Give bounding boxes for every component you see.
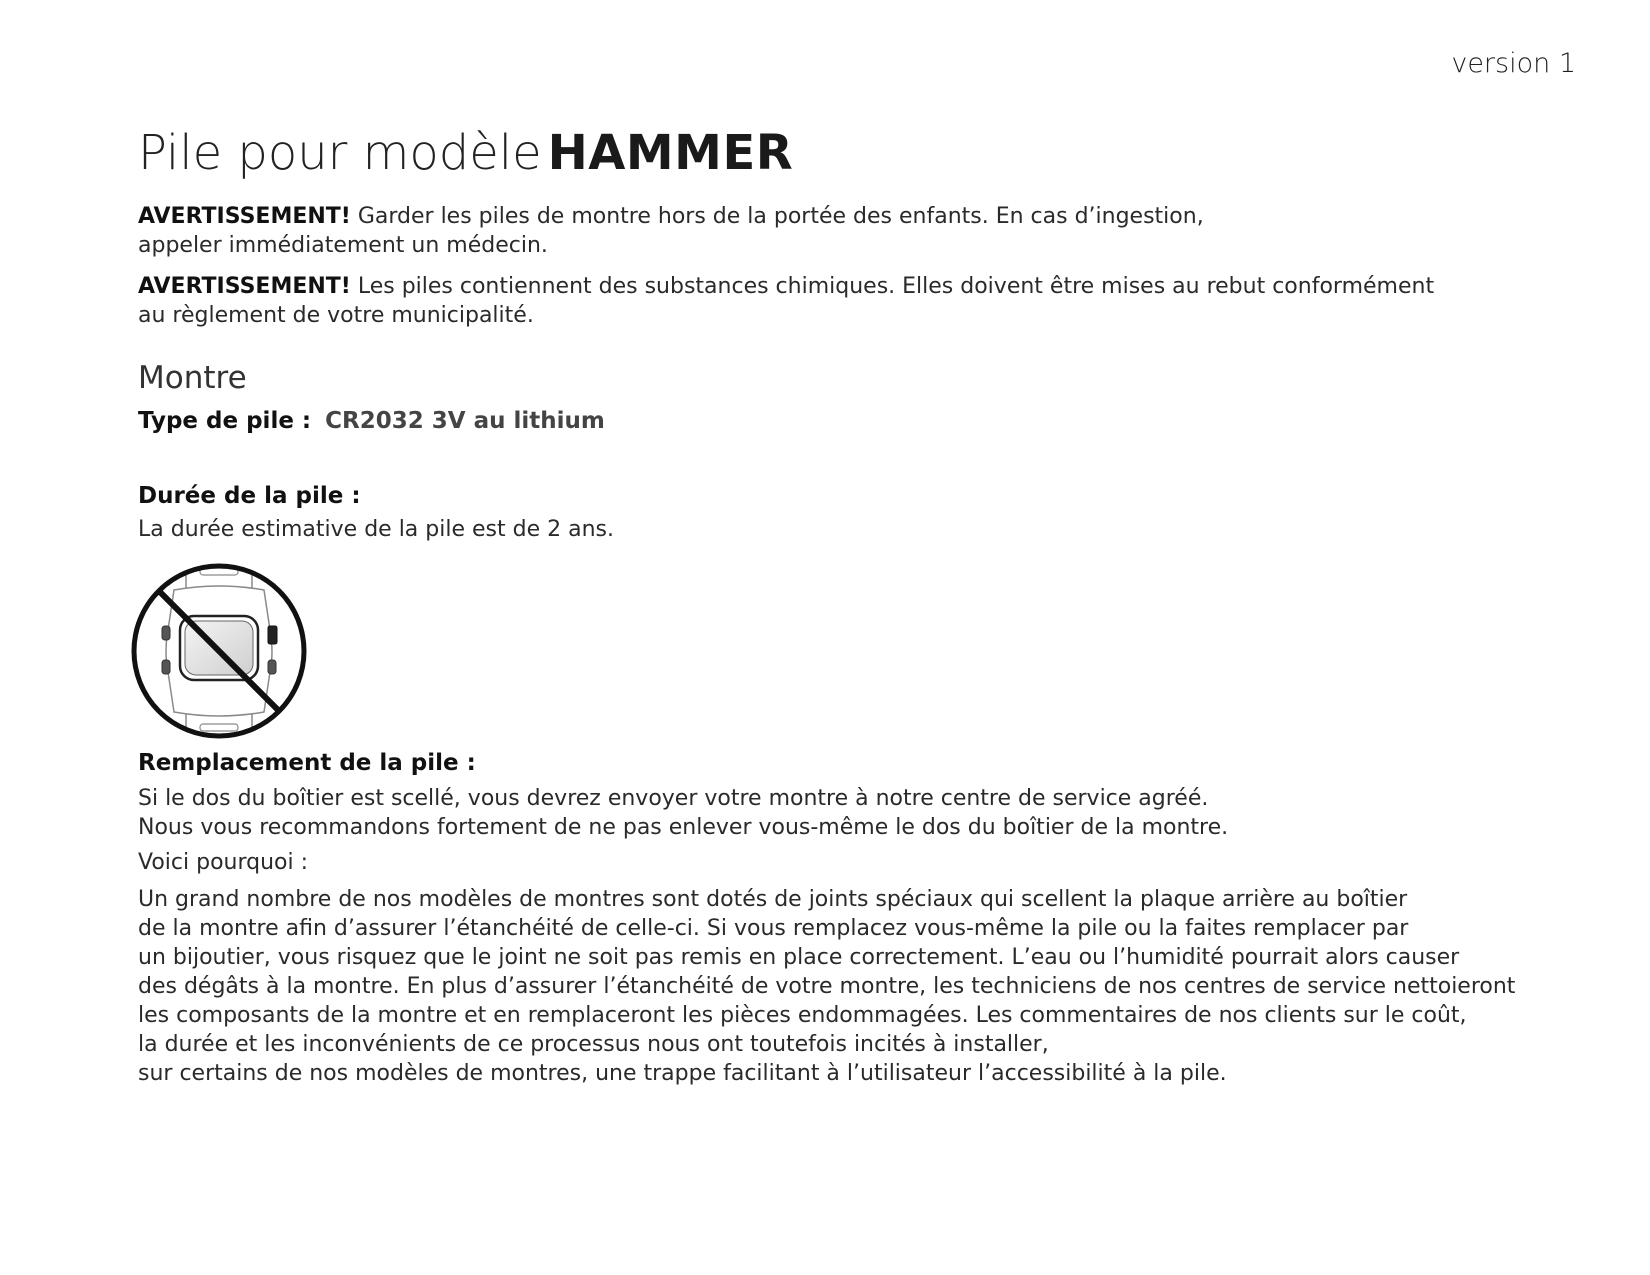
version-label: version 1 bbox=[1451, 48, 1576, 79]
paragraph-line: Si le dos du boîtier est scellé, vous devrez envoyer votre montre à notre centre de service agréé. bbox=[138, 786, 1209, 811]
page-title bbox=[138, 122, 1558, 184]
battery-life-label: Durée de la pile : bbox=[138, 483, 361, 509]
paragraph-line: de la montre afin d’assurer l’étanchéité de celle-ci. Si vous remplacez vous-même la pile ou la faites remplacer par bbox=[138, 916, 1409, 941]
no-open-watch-icon bbox=[128, 560, 310, 742]
title-prefix: Pile pour modèle bbox=[138, 125, 542, 181]
paragraph-line: des dégâts à la montre. En plus d’assurer l’étanchéité de votre montre, les techniciens de nos centres de service nettoieront bbox=[138, 974, 1516, 999]
paragraph-line: les composants de la montre et en remplaceront les pièces endommagées. Les commentaires de nos clients sur le coût, bbox=[138, 1003, 1467, 1028]
document-body bbox=[138, 122, 1558, 1088]
warning-text-line: Les piles contiennent des substances chimiques. Elles doivent être mises au rebut conformément bbox=[350, 274, 1435, 299]
paragraph-line: Un grand nombre de nos modèles de montres sont dotés de joints spéciaux qui scellent la plaque arrière au boîtier bbox=[138, 887, 1408, 912]
why-label: Voici pourquoi : bbox=[138, 850, 309, 875]
battery-type-label: Type de pile : bbox=[138, 408, 312, 434]
battery-type-value: CR2032 3V au lithium bbox=[325, 408, 605, 434]
battery-life-text: La durée estimative de la pile est de 2 ans. bbox=[138, 517, 614, 542]
explanation-paragraph bbox=[138, 885, 1558, 1088]
paragraph-line: un bijoutier, vous risquez que le joint ne soit pas remis en place correctement. L’eau ou l’humidité pourrait alors causer bbox=[138, 945, 1460, 970]
model-name: HAMMER bbox=[547, 125, 794, 181]
paragraph-line: Nous vous recommandons fortement de ne pas enlever vous-même le dos du boîtier de la montre. bbox=[138, 815, 1229, 840]
warning-text-line: Garder les piles de montre hors de la portée des enfants. En cas d’ingestion, bbox=[350, 204, 1204, 229]
warning-label: AVERTISSEMENT! bbox=[138, 204, 351, 229]
battery-type-row bbox=[138, 406, 1558, 436]
warning-children bbox=[138, 202, 1558, 260]
warning-label: AVERTISSEMENT! bbox=[138, 274, 351, 299]
warning-chemicals bbox=[138, 272, 1558, 330]
battery-replacement-label: Remplacement de la pile : bbox=[138, 750, 476, 776]
paragraph-line: la durée et les inconvénients de ce processus nous ont toutefois incités à installer, bbox=[138, 1032, 1049, 1057]
paragraph-line: sur certains de nos modèles de montres, une trappe facilitant à l’utilisateur l’accessibilité à la pile. bbox=[138, 1061, 1227, 1086]
section-title-watch: Montre bbox=[138, 360, 247, 396]
warning-text-line: au règlement de votre municipalité. bbox=[138, 303, 534, 328]
warning-text-line: appeler immédiatement un médecin. bbox=[138, 233, 548, 258]
replacement-paragraph bbox=[138, 784, 1558, 842]
